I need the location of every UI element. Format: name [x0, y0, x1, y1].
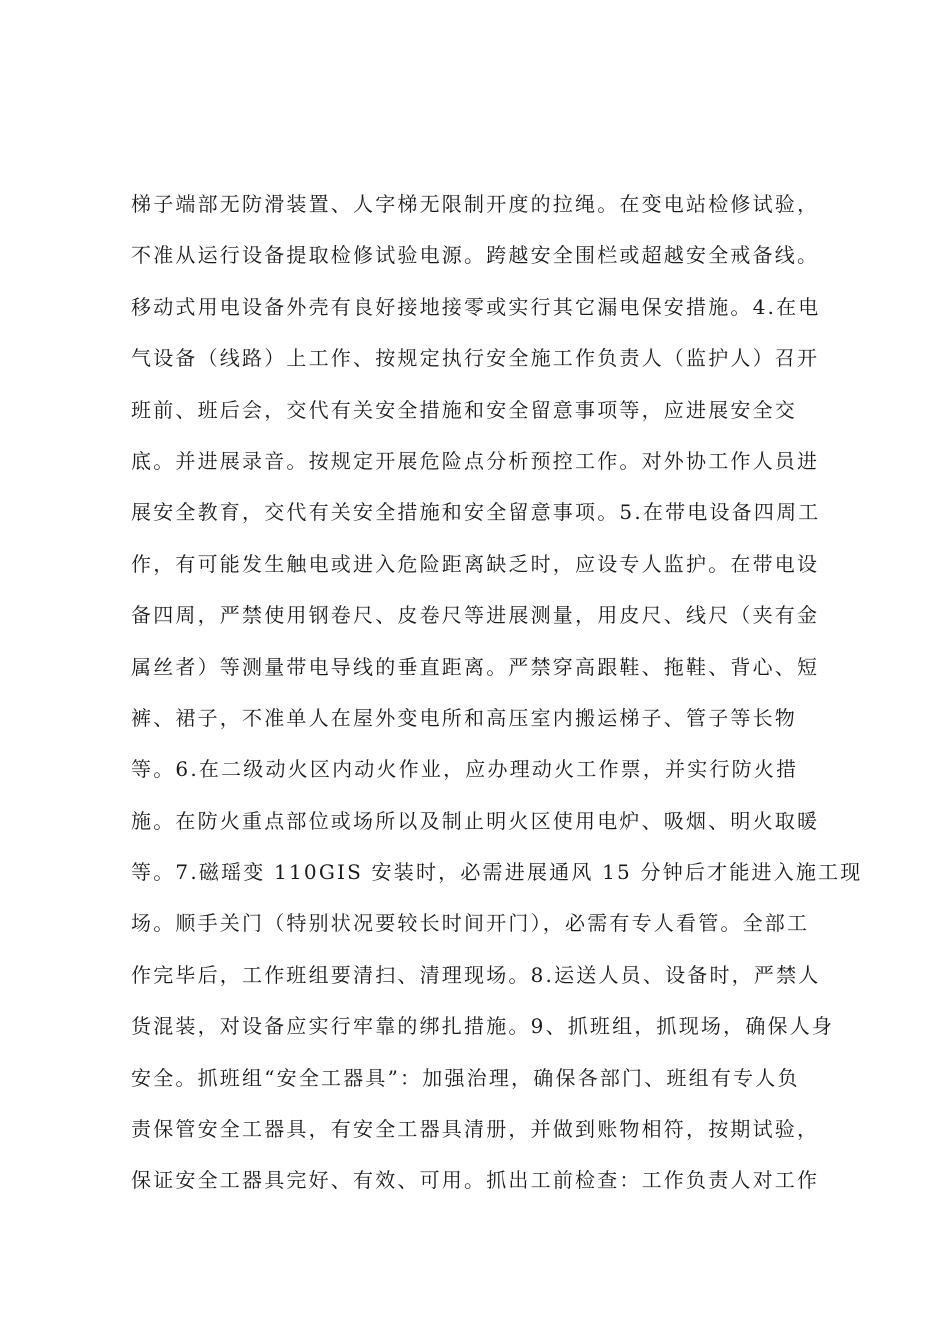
text-line: 备四周，严禁使用钢卷尺、皮卷尺等进展测量，用皮尺、线尺（夹有金: [131, 603, 820, 628]
text-line: 展安全教育，交代有关安全措施和安全留意事项。5.在带电设备四周工: [131, 500, 821, 525]
text-line: 施。在防火重点部位或场所以及制止明火区使用电炉、吸烟、明火取暖: [131, 808, 820, 833]
text-line: 班前、班后会，交代有关安全措施和安全留意事项等，应进展安全交: [131, 397, 797, 422]
text-line: 货混装，对设备应实行牢靠的绑扎措施。9、抓班组，抓现场，确保人身: [131, 1014, 835, 1039]
text-line: 场。顺手关门（特别状况要较长时间开门），必需有专人看管。全部工: [131, 911, 810, 936]
text-line: 不准从运行设备提取检修试验电源。跨越安全围栏或超越安全戒备线。: [131, 243, 820, 268]
text-line: 作完毕后，工作班组要清扫、清理现场。8.运送人员、设备时，严禁人: [131, 962, 821, 987]
body-text: [131, 187, 863, 1215]
text-line: 梯子端部无防滑装置、人字梯无限制开度的拉绳。在变电站检修试验，: [131, 192, 820, 216]
text-line: 裤、裙子，不准单人在屋外变电所和高压室内搬运梯子、管子等长物: [131, 705, 797, 730]
text-line: 气设备（线路）上工作、按规定执行安全施工作负责人（监护人）召开: [131, 346, 820, 371]
text-line: 属丝者）等测量带电导线的垂直距离。严禁穿高跟鞋、拖鞋、背心、短: [131, 654, 820, 679]
text-line: 作，有可能发生触电或进入危险距离缺乏时，应设专人监护。在带电设: [131, 551, 820, 576]
text-line: 移动式用电设备外壳有良好接地接零或实行其它漏电保安措施。4.在电: [131, 294, 821, 319]
text-line: 等。6.在二级动火区内动火作业，应办理动火工作票，并实行防火措: [131, 757, 799, 782]
text-line: 保证安全工器具完好、有效、可用。抓出工前检查：工作负责人对工作: [131, 1168, 820, 1193]
text-line: 责保管安全工器具，有安全工器具清册，并做到账物相符，按期试验，: [131, 1117, 820, 1142]
text-line: 底。并进展录音。按规定开展危险点分析预控工作。对外协工作人员进: [131, 448, 820, 473]
text-line: 安全。抓班组“安全工器具”：加强治理，确保各部门、班组有专人负: [131, 1065, 800, 1090]
text-line: 等。7.磁瑶变 110GIS 安装时，必需进展通风 15 分钟后才能进入施工现: [131, 860, 863, 885]
